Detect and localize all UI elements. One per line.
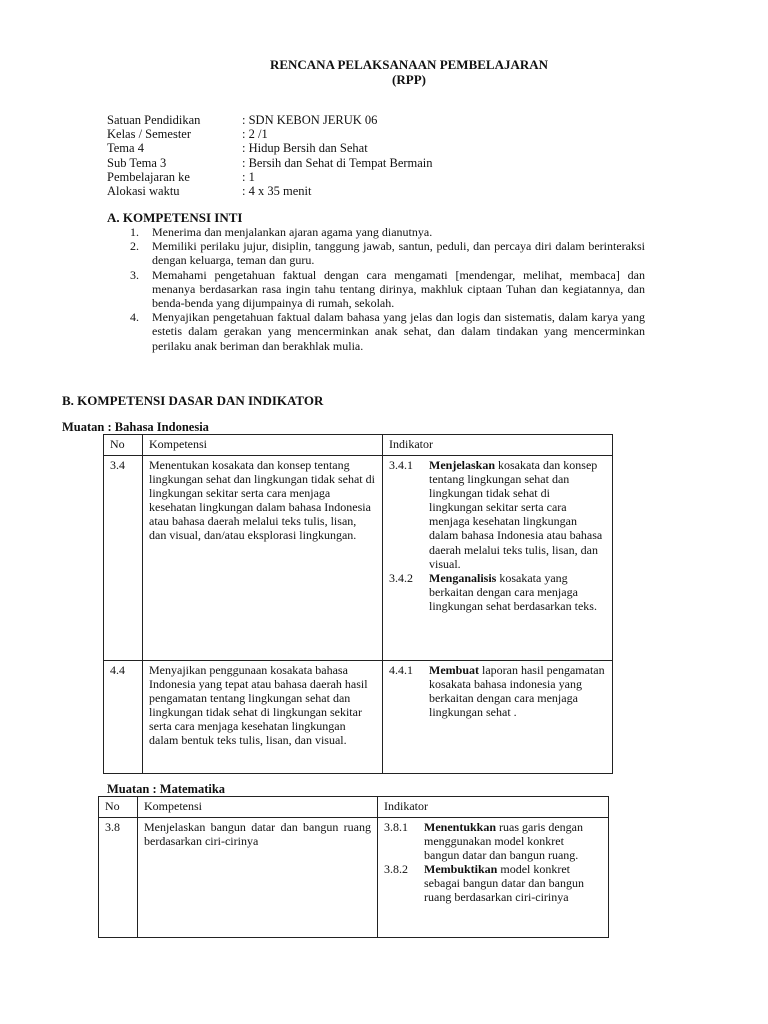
header-no: No xyxy=(99,797,138,818)
cell-kompetensi: Menyajikan penggunaan kosakata bahasa Indonesia yang tepat atau bahasa daerah hasil pengamatan tentang lingkungan sehat dan lingkungan tidak sehat di lingkungan sekitar serta cara menjaga kesehatan lingkungan dalam bentuk teks tulis, lisan, dan visual. xyxy=(143,661,383,774)
cell-kompetensi: Menentukan kosakata dan konsep tentang lingkungan sehat dan lingkungan tidak sehat di lingkungan sekitar serta cara menjaga kesehatan lingkungan dalam bahasa Indonesia atau bahasa daerah melalui teks tulis, lisan, dan visual, dan/atau eksplorasi lingkungan. xyxy=(143,456,383,661)
indicator-rest: model konkret sebagai bangun datar dan bangun ruang berdasarkan ciri-cirinya xyxy=(424,862,584,905)
indicator-code: 3.4.2 xyxy=(389,570,413,585)
indicator-text xyxy=(429,571,606,613)
info-value: : SDN KEBON JERUK 06 xyxy=(242,113,378,127)
indicator-verb: Membuat xyxy=(429,663,479,677)
list-text: Menyajikan pengetahuan faktual dalam bahasa yang jelas dan logis dan sistematis, dalam karya yang estetis dalam gerakan yang mencerminkan anak sehat, dan dalam tindakan yang mencerminkan perilaku anak beriman dan berakhlak mulia. xyxy=(152,310,645,353)
indicator-text xyxy=(424,820,602,862)
indicator-rest: ruas garis dengan menggunakan model konkret bangun datar dan bangun ruang. xyxy=(424,820,584,863)
table-row xyxy=(99,818,609,938)
indicator-code: 4.4.1 xyxy=(389,663,413,677)
info-row-alokasi xyxy=(107,184,433,198)
header-no: No xyxy=(104,435,143,456)
indicator-code: 3.8.1 xyxy=(384,820,408,834)
indicator-item xyxy=(384,862,602,904)
indicator-rest: kosakata dan konsep tentang lingkungan sehat dan lingkungan tidak sehat di lingkungan sekitar serta cara menjaga kesehatan lingkungan dalam bahasa Indonesia atau bahasa daerah melalui teks tulis, lisan, dan visual. xyxy=(429,458,603,571)
muatan-bahasa-label: Muatan : Bahasa Indonesia xyxy=(62,420,209,434)
info-label: Kelas / Semester xyxy=(107,127,192,142)
muatan-matematika-label: Muatan : Matematika xyxy=(107,782,226,796)
indicator-verb: Menganalisis xyxy=(429,570,497,585)
indicator-text xyxy=(429,663,606,719)
info-value: : 2 /1 xyxy=(242,127,268,142)
indicator-code: 3.4.1 xyxy=(389,458,413,472)
cell-no: 3.8 xyxy=(99,818,138,938)
list-item xyxy=(130,239,645,267)
document-title: RENCANA PELAKSANAAN PEMBELAJARAN xyxy=(269,57,549,72)
list-number: 1. xyxy=(130,225,139,239)
info-block xyxy=(107,113,433,198)
kompetensi-inti-list xyxy=(130,225,645,353)
indicator-text xyxy=(429,458,606,571)
indicator-code: 3.8.2 xyxy=(384,862,408,877)
cell-no: 4.4 xyxy=(104,661,143,774)
info-row-tema xyxy=(107,141,433,155)
indicator-verb: Membuktikan xyxy=(424,862,498,877)
info-label: Sub Tema 3 xyxy=(107,155,167,170)
indicator-verb: Menjelaskan xyxy=(429,458,495,472)
section-b-heading: B. KOMPETENSI DASAR DAN INDIKATOR xyxy=(62,393,324,408)
info-row-kelas xyxy=(107,127,433,141)
info-label: Satuan Pendidikan xyxy=(107,113,201,127)
indicator-rest: laporan hasil pengamatan kosakata bahasa indonesia yang berkaitan dengan cara menjaga lingkungan sehat . xyxy=(429,663,605,720)
list-number: 3. xyxy=(130,267,139,282)
info-value: : 4 x 35 menit xyxy=(242,184,312,199)
info-row-pembelajaran xyxy=(107,170,433,184)
list-text: Menerima dan menjalankan ajaran agama yang dianutnya. xyxy=(152,225,433,239)
info-value: : Hidup Bersih dan Sehat xyxy=(242,141,368,156)
list-number: 4. xyxy=(130,310,139,325)
cell-kompetensi: Menjelaskan bangun datar dan bangun ruang berdasarkan ciri-cirinya xyxy=(138,818,378,938)
indicator-item xyxy=(389,663,606,719)
cell-indikator xyxy=(383,456,613,661)
cell-indikator xyxy=(378,818,609,938)
table-header-row xyxy=(99,797,609,818)
list-item xyxy=(130,268,645,311)
document-subtitle: (RPP) xyxy=(392,72,426,87)
indicator-text xyxy=(424,862,602,904)
list-item xyxy=(130,310,645,353)
info-value: : 1 xyxy=(242,169,255,184)
info-label: Alokasi waktu xyxy=(107,184,180,199)
list-item xyxy=(130,225,645,239)
cell-indikator xyxy=(383,661,613,774)
info-row-satuan xyxy=(107,113,433,127)
header-kompetensi: Kompetensi xyxy=(138,797,378,818)
list-number: 2. xyxy=(130,239,139,254)
indicator-item xyxy=(389,458,606,571)
list-text: Memahami pengetahuan faktual dengan cara mengamati [mendengar, melihat, membaca] dan menanya berdasarkan rasa ingin tahu tentang dirinya, makhluk ciptaan Tuhan dan kegiatannya, dan benda-benda yang dijumpainya di rumah, sekolah. xyxy=(152,267,645,311)
header-indikator: Indikator xyxy=(378,797,609,818)
table-row xyxy=(104,661,613,774)
table-row xyxy=(104,456,613,661)
header-kompetensi: Kompetensi xyxy=(143,435,383,456)
table-header-row xyxy=(104,435,613,456)
indicator-rest: kosakata yang berkaitan dengan cara menjaga lingkungan sehat berdasarkan teks. xyxy=(429,570,597,613)
list-text: Memiliki perilaku jujur, disiplin, tanggung jawab, santun, peduli, dan percaya diri dalam berinteraksi dengan keluarga, teman dan guru. xyxy=(152,239,645,268)
header-indikator: Indikator xyxy=(383,435,613,456)
cell-no: 3.4 xyxy=(104,456,143,661)
info-label: Tema 4 xyxy=(107,141,144,156)
indicator-item xyxy=(389,571,606,613)
indicator-item xyxy=(384,820,602,862)
info-value: : Bersih dan Sehat di Tempat Bermain xyxy=(242,155,433,170)
section-a-heading: A. KOMPETENSI INTI xyxy=(107,210,243,225)
bahasa-indonesia-table xyxy=(103,434,613,774)
info-row-subtema xyxy=(107,156,433,170)
info-label: Pembelajaran ke xyxy=(107,169,190,184)
matematika-table xyxy=(98,796,609,938)
indicator-verb: Menentukkan xyxy=(424,820,497,834)
